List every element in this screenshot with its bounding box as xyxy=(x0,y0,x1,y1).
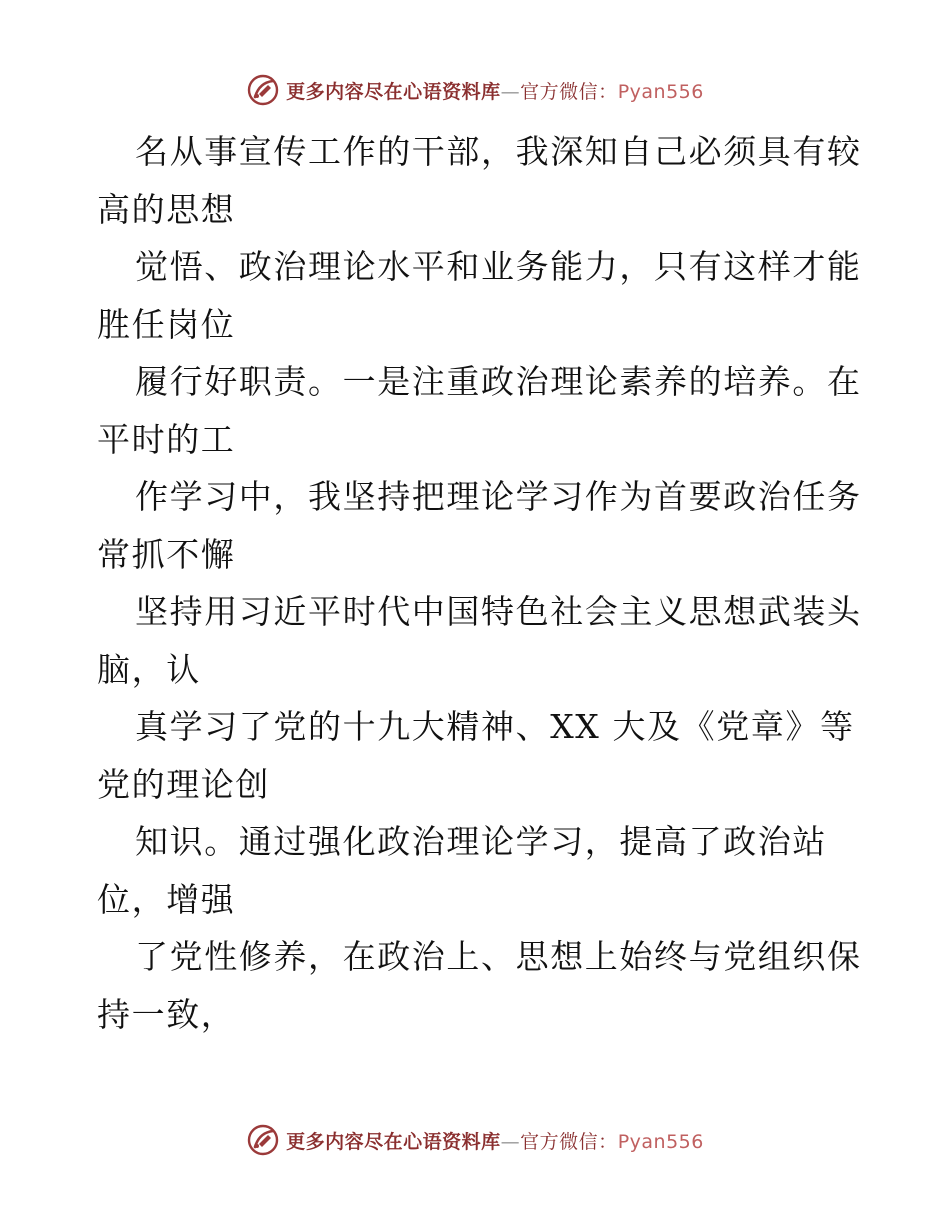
text-line-14: 位，增强 xyxy=(97,879,236,919)
text-line-2: 高的思想 xyxy=(97,189,236,229)
footer-banner-text xyxy=(286,1127,704,1154)
text-line-16: 持一致， xyxy=(97,994,236,1034)
text-line-5: 履行好职责。一是注重政治理论素养的培养。在 xyxy=(135,362,862,401)
footer-banner-dash: — xyxy=(500,1130,521,1153)
text-line-13: 知识。通过强化政治理论学习，提高了政治站 xyxy=(135,822,827,861)
text-line-12: 党的理论创 xyxy=(97,764,270,804)
text-line-8: 常抓不懈 xyxy=(97,534,236,574)
header-banner-wechat: 官方微信： xyxy=(520,80,618,103)
header-banner-text xyxy=(286,77,704,104)
text-line-1: 名从事宣传工作的干部，我深知自己必须具有较 xyxy=(135,132,862,171)
header-banner xyxy=(0,70,950,110)
brand-logo-icon xyxy=(246,73,280,107)
document-body xyxy=(97,123,867,1043)
footer-banner-id: Pyan556 xyxy=(617,1130,704,1153)
text-line-3: 觉悟、政治理论水平和业务能力，只有这样才能 xyxy=(135,247,862,286)
brand-logo-icon xyxy=(246,1123,280,1157)
text-line-15: 了党性修养，在政治上、思想上始终与党组织保 xyxy=(135,937,862,976)
text-line-9: 坚持用习近平时代中国特色社会主义思想武装头 xyxy=(135,592,862,631)
text-line-4: 胜任岗位 xyxy=(97,304,236,344)
text-line-7: 作学习中，我坚持把理论学习作为首要政治任务 xyxy=(135,477,862,516)
footer-banner-site: 更多内容尽在心语资料库 xyxy=(286,1130,501,1153)
header-banner-dash: — xyxy=(500,80,521,103)
text-line-10: 脑，认 xyxy=(97,649,201,689)
header-banner-id: Pyan556 xyxy=(617,80,704,103)
header-banner-site: 更多内容尽在心语资料库 xyxy=(286,80,501,103)
footer-banner xyxy=(0,1120,950,1160)
text-line-6: 平时的工 xyxy=(97,419,236,459)
text-line-11: 真学习了党的十九大精神、XX 大及《党章》等 xyxy=(135,707,855,746)
footer-banner-wechat: 官方微信： xyxy=(520,1130,618,1153)
